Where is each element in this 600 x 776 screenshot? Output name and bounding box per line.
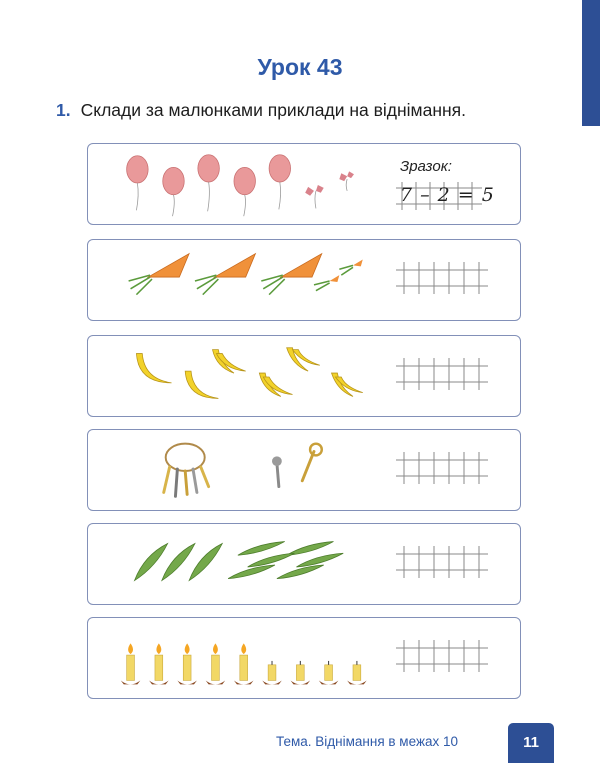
exercise-row-pea-pods (87, 523, 521, 605)
answer-grid[interactable] (396, 358, 488, 390)
answer-grid[interactable] (396, 546, 488, 578)
keys-picture (88, 430, 378, 510)
unlit-candle (262, 661, 282, 684)
task-number: 1. (56, 100, 71, 120)
lit-candle (177, 643, 197, 684)
carrots-picture (88, 240, 378, 320)
bananas-picture (88, 336, 378, 416)
task-text: Склади за малюнками приклади на віднімання. (80, 100, 466, 120)
answer-grid[interactable] (396, 262, 488, 294)
unlit-candle (319, 661, 339, 684)
answer-grid[interactable] (396, 640, 488, 672)
lit-candle (206, 643, 226, 684)
sample-label: Зразок: (400, 158, 452, 175)
unlit-candle (347, 661, 367, 684)
candles-picture (88, 618, 378, 698)
unlit-candle (291, 661, 311, 684)
pea-pods-picture (88, 524, 378, 604)
exercise-row-balloons (87, 143, 521, 225)
exercise-row-candles (87, 617, 521, 699)
lit-candle (234, 643, 254, 684)
balloons-picture (88, 144, 378, 224)
page-number: 11 (508, 723, 554, 763)
exercise-row-keys (87, 429, 521, 511)
exercise-row-bananas (87, 335, 521, 417)
task-instruction (56, 100, 466, 121)
answer-grid[interactable] (396, 452, 488, 484)
lesson-title: Урок 43 (257, 54, 343, 80)
sample-equation: 7 – 2 = 5 (400, 184, 495, 206)
lit-candle (121, 643, 141, 684)
exercise-row-carrots (87, 239, 521, 321)
footer-topic: Тема. Віднімання в межах 10 (276, 734, 458, 749)
lit-candle (149, 643, 169, 684)
